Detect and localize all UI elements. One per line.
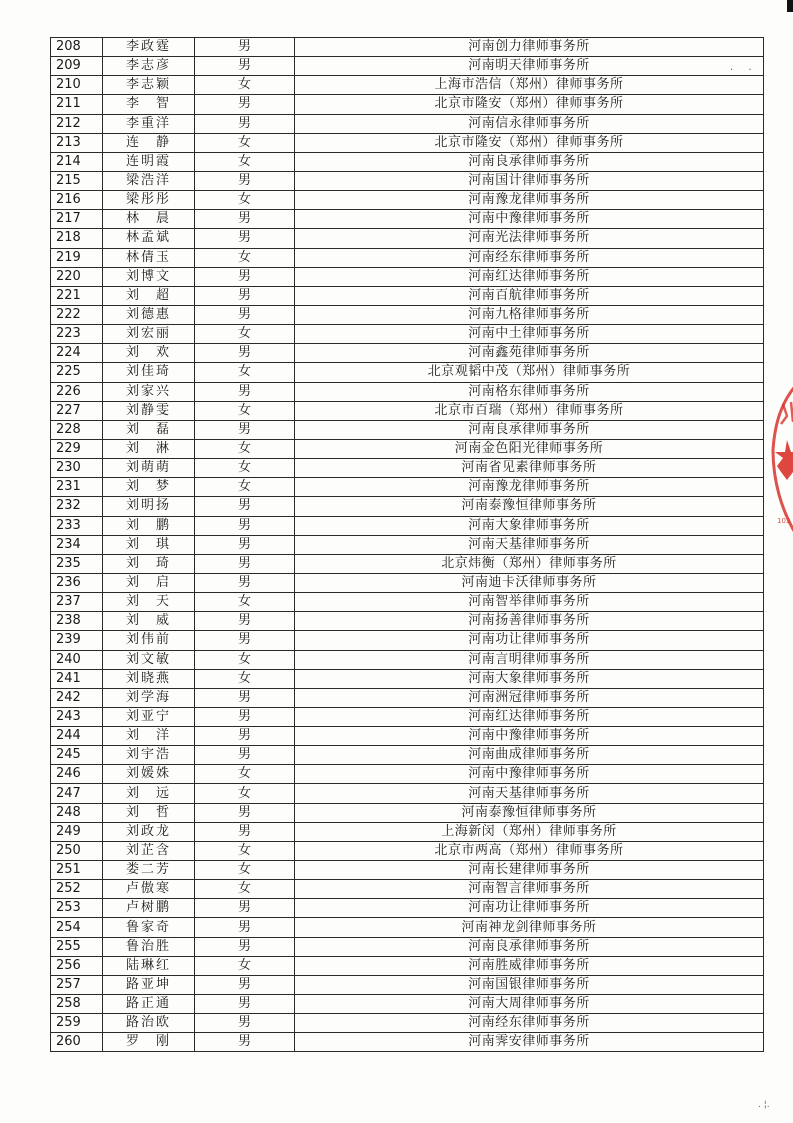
row-name: 刘芷含 <box>103 841 195 860</box>
row-number: 240 <box>51 650 103 669</box>
row-number: 255 <box>51 937 103 956</box>
row-name: 李志颖 <box>103 76 195 95</box>
row-gender: 女 <box>195 861 295 880</box>
row-law-firm: 河南中土律师事务所 <box>295 325 764 344</box>
row-number: 218 <box>51 229 103 248</box>
row-law-firm: 北京市隆安（郑州）律师事务所 <box>295 133 764 152</box>
row-number: 222 <box>51 305 103 324</box>
row-gender: 女 <box>195 784 295 803</box>
row-gender: 女 <box>195 669 295 688</box>
row-gender: 女 <box>195 956 295 975</box>
scan-corner-mark <box>787 0 793 12</box>
row-name: 刘 琦 <box>103 554 195 573</box>
row-number: 251 <box>51 861 103 880</box>
table-row <box>51 937 764 956</box>
table-row <box>51 401 764 420</box>
row-number: 253 <box>51 899 103 918</box>
row-law-firm: 河南九格律师事务所 <box>295 305 764 324</box>
row-number: 225 <box>51 363 103 382</box>
row-name: 刘政龙 <box>103 822 195 841</box>
row-law-firm: 北京市两高（郑州）律师事务所 <box>295 841 764 860</box>
row-law-firm: 河南泰豫恒律师事务所 <box>295 497 764 516</box>
row-name: 刘萌萌 <box>103 459 195 478</box>
table-row <box>51 669 764 688</box>
table-row <box>51 210 764 229</box>
row-number: 237 <box>51 593 103 612</box>
row-name: 刘亚宁 <box>103 707 195 726</box>
row-number: 252 <box>51 880 103 899</box>
row-law-firm: 河南泰豫恒律师事务所 <box>295 803 764 822</box>
row-gender: 男 <box>195 975 295 994</box>
row-gender: 男 <box>195 229 295 248</box>
roster-body <box>51 38 764 1052</box>
row-law-firm: 河南霁安律师事务所 <box>295 1033 764 1052</box>
row-law-firm: 河南创力律师事务所 <box>295 38 764 57</box>
row-law-firm: 河南天基律师事务所 <box>295 535 764 554</box>
row-number: 258 <box>51 995 103 1014</box>
row-name: 刘 欢 <box>103 344 195 363</box>
row-law-firm: 河南良承律师事务所 <box>295 937 764 956</box>
row-law-firm: 上海市浩信（郑州）律师事务所 <box>295 76 764 95</box>
row-name: 刘媛姝 <box>103 765 195 784</box>
row-gender: 男 <box>195 1014 295 1033</box>
row-law-firm: 河南省见素律师事务所 <box>295 459 764 478</box>
row-name: 卢傲寒 <box>103 880 195 899</box>
row-number: 248 <box>51 803 103 822</box>
row-number: 221 <box>51 286 103 305</box>
row-law-firm: 河南鑫苑律师事务所 <box>295 344 764 363</box>
row-law-firm: 河南经东律师事务所 <box>295 248 764 267</box>
row-gender: 男 <box>195 344 295 363</box>
row-name: 林 晨 <box>103 210 195 229</box>
row-name: 连明霞 <box>103 152 195 171</box>
row-gender: 男 <box>195 382 295 401</box>
row-gender: 男 <box>195 95 295 114</box>
row-number: 246 <box>51 765 103 784</box>
row-name: 鲁家奇 <box>103 918 195 937</box>
row-law-firm: 河南曲成律师事务所 <box>295 746 764 765</box>
row-name: 刘 哲 <box>103 803 195 822</box>
row-law-firm: 河南光法律师事务所 <box>295 229 764 248</box>
table-row <box>51 229 764 248</box>
row-number: 234 <box>51 535 103 554</box>
table-row <box>51 497 764 516</box>
row-name: 连 静 <box>103 133 195 152</box>
row-law-firm: 河南长建律师事务所 <box>295 861 764 880</box>
table-row <box>51 133 764 152</box>
row-number: 242 <box>51 688 103 707</box>
table-row <box>51 803 764 822</box>
row-number: 259 <box>51 1014 103 1033</box>
row-gender: 女 <box>195 593 295 612</box>
row-name: 刘晓燕 <box>103 669 195 688</box>
row-gender: 女 <box>195 191 295 210</box>
row-number: 226 <box>51 382 103 401</box>
table-row <box>51 76 764 95</box>
row-gender: 女 <box>195 765 295 784</box>
row-number: 209 <box>51 57 103 76</box>
table-row <box>51 612 764 631</box>
row-gender: 男 <box>195 727 295 746</box>
row-law-firm: 河南中豫律师事务所 <box>295 210 764 229</box>
row-law-firm: 河南国银律师事务所 <box>295 975 764 994</box>
row-law-firm: 河南迪卡沃律师事务所 <box>295 573 764 592</box>
row-name: 刘德惠 <box>103 305 195 324</box>
row-law-firm: 北京观韬中茂（郑州）律师事务所 <box>295 363 764 382</box>
row-name: 娄二芳 <box>103 861 195 880</box>
table-row <box>51 822 764 841</box>
row-law-firm: 河南言明律师事务所 <box>295 650 764 669</box>
table-row <box>51 535 764 554</box>
table-row <box>51 899 764 918</box>
row-number: 244 <box>51 727 103 746</box>
row-number: 219 <box>51 248 103 267</box>
row-gender: 男 <box>195 497 295 516</box>
row-law-firm: 河南中豫律师事务所 <box>295 765 764 784</box>
row-gender: 男 <box>195 937 295 956</box>
row-law-firm: 河南智举律师事务所 <box>295 593 764 612</box>
row-gender: 男 <box>195 688 295 707</box>
row-gender: 男 <box>195 573 295 592</box>
row-law-firm: 北京市百瑞（郑州）律师事务所 <box>295 401 764 420</box>
row-name: 刘 威 <box>103 612 195 631</box>
row-gender: 女 <box>195 880 295 899</box>
row-number: 256 <box>51 956 103 975</box>
table-row <box>51 975 764 994</box>
row-law-firm: 河南大象律师事务所 <box>295 669 764 688</box>
row-number: 247 <box>51 784 103 803</box>
row-number: 250 <box>51 841 103 860</box>
row-number: 220 <box>51 267 103 286</box>
row-name: 刘 远 <box>103 784 195 803</box>
row-name: 刘静雯 <box>103 401 195 420</box>
table-row <box>51 1014 764 1033</box>
row-gender: 男 <box>195 612 295 631</box>
row-gender: 女 <box>195 325 295 344</box>
row-name: 卢树鹏 <box>103 899 195 918</box>
table-row <box>51 880 764 899</box>
row-name: 李志彦 <box>103 57 195 76</box>
row-name: 刘 启 <box>103 573 195 592</box>
row-gender: 男 <box>195 918 295 937</box>
row-gender: 男 <box>195 114 295 133</box>
table-row <box>51 286 764 305</box>
row-name: 刘明扬 <box>103 497 195 516</box>
row-gender: 女 <box>195 650 295 669</box>
row-law-firm: 河南洲冠律师事务所 <box>295 688 764 707</box>
table-row <box>51 593 764 612</box>
row-gender: 男 <box>195 822 295 841</box>
row-gender: 男 <box>195 554 295 573</box>
row-name: 鲁治胜 <box>103 937 195 956</box>
table-row <box>51 707 764 726</box>
table-row <box>51 439 764 458</box>
row-name: 刘宏丽 <box>103 325 195 344</box>
row-gender: 男 <box>195 267 295 286</box>
table-row <box>51 688 764 707</box>
row-gender: 女 <box>195 401 295 420</box>
svg-text:103: 103 <box>777 517 791 525</box>
row-name: 罗 刚 <box>103 1033 195 1052</box>
row-number: 229 <box>51 439 103 458</box>
table-row <box>51 765 764 784</box>
row-law-firm: 河南国计律师事务所 <box>295 171 764 190</box>
row-law-firm: 河南扬善律师事务所 <box>295 612 764 631</box>
row-law-firm: 河南豫龙律师事务所 <box>295 191 764 210</box>
row-number: 236 <box>51 573 103 592</box>
table-row <box>51 841 764 860</box>
table-row <box>51 152 764 171</box>
row-name: 刘 琪 <box>103 535 195 554</box>
row-name: 路亚坤 <box>103 975 195 994</box>
row-law-firm: 河南良承律师事务所 <box>295 152 764 171</box>
row-law-firm: 河南智言律师事务所 <box>295 880 764 899</box>
row-name: 林孟斌 <box>103 229 195 248</box>
table-row <box>51 956 764 975</box>
row-name: 刘学海 <box>103 688 195 707</box>
row-law-firm: 河南天基律师事务所 <box>295 784 764 803</box>
row-name: 梁彤彤 <box>103 191 195 210</box>
row-number: 249 <box>51 822 103 841</box>
table-row <box>51 516 764 535</box>
row-gender: 男 <box>195 995 295 1014</box>
row-name: 路治欧 <box>103 1014 195 1033</box>
table-row <box>51 267 764 286</box>
row-number: 213 <box>51 133 103 152</box>
row-number: 245 <box>51 746 103 765</box>
row-number: 231 <box>51 478 103 497</box>
row-name: 刘佳琦 <box>103 363 195 382</box>
row-number: 216 <box>51 191 103 210</box>
row-name: 刘 淋 <box>103 439 195 458</box>
row-number: 257 <box>51 975 103 994</box>
row-name: 李 智 <box>103 95 195 114</box>
row-gender: 男 <box>195 38 295 57</box>
row-gender: 女 <box>195 152 295 171</box>
row-gender: 男 <box>195 516 295 535</box>
row-law-firm: 河南大周律师事务所 <box>295 995 764 1014</box>
row-gender: 男 <box>195 899 295 918</box>
scan-speck-bottom: . ¦. <box>758 1100 770 1110</box>
table-row <box>51 248 764 267</box>
table-row <box>51 746 764 765</box>
row-number: 241 <box>51 669 103 688</box>
row-name: 林倩玉 <box>103 248 195 267</box>
table-row <box>51 420 764 439</box>
row-number: 243 <box>51 707 103 726</box>
row-law-firm: 河南红达律师事务所 <box>295 267 764 286</box>
row-name: 路正通 <box>103 995 195 1014</box>
row-gender: 女 <box>195 76 295 95</box>
row-gender: 男 <box>195 57 295 76</box>
table-row <box>51 325 764 344</box>
table-row <box>51 727 764 746</box>
row-number: 228 <box>51 420 103 439</box>
row-gender: 女 <box>195 363 295 382</box>
row-name: 刘 洋 <box>103 727 195 746</box>
row-gender: 男 <box>195 1033 295 1052</box>
table-row <box>51 918 764 937</box>
table-row <box>51 344 764 363</box>
lawyer-roster-table <box>50 37 764 1052</box>
row-number: 208 <box>51 38 103 57</box>
row-number: 217 <box>51 210 103 229</box>
row-name: 李政霆 <box>103 38 195 57</box>
row-gender: 男 <box>195 746 295 765</box>
row-name: 刘 天 <box>103 593 195 612</box>
row-law-firm: 河南良承律师事务所 <box>295 420 764 439</box>
row-name: 李重洋 <box>103 114 195 133</box>
row-name: 刘博文 <box>103 267 195 286</box>
table-row <box>51 114 764 133</box>
table-row <box>51 573 764 592</box>
table-row <box>51 631 764 650</box>
table-row <box>51 363 764 382</box>
row-gender: 女 <box>195 133 295 152</box>
table-row <box>51 38 764 57</box>
row-name: 陆琳红 <box>103 956 195 975</box>
row-number: 212 <box>51 114 103 133</box>
row-law-firm: 河南胜威律师事务所 <box>295 956 764 975</box>
row-law-firm: 北京市隆安（郑州）律师事务所 <box>295 95 764 114</box>
table-row <box>51 554 764 573</box>
row-number: 214 <box>51 152 103 171</box>
row-number: 238 <box>51 612 103 631</box>
row-gender: 女 <box>195 459 295 478</box>
row-number: 239 <box>51 631 103 650</box>
row-gender: 男 <box>195 420 295 439</box>
row-law-firm: 河南豫龙律师事务所 <box>295 478 764 497</box>
row-gender: 男 <box>195 210 295 229</box>
row-number: 254 <box>51 918 103 937</box>
row-gender: 女 <box>195 248 295 267</box>
row-law-firm: 河南格东律师事务所 <box>295 382 764 401</box>
row-law-firm: 河南功让律师事务所 <box>295 899 764 918</box>
row-gender: 男 <box>195 707 295 726</box>
row-gender: 男 <box>195 631 295 650</box>
row-law-firm: 河南大象律师事务所 <box>295 516 764 535</box>
row-number: 233 <box>51 516 103 535</box>
red-seal-fragment <box>757 380 793 540</box>
row-name: 刘伟前 <box>103 631 195 650</box>
row-name: 刘 鹏 <box>103 516 195 535</box>
row-name: 刘文敏 <box>103 650 195 669</box>
row-name: 刘 超 <box>103 286 195 305</box>
table-row <box>51 784 764 803</box>
table-row <box>51 995 764 1014</box>
row-law-firm: 河南神龙剑律师事务所 <box>295 918 764 937</box>
table-row <box>51 861 764 880</box>
scan-specks: . . <box>730 62 758 73</box>
row-gender: 女 <box>195 478 295 497</box>
table-row <box>51 191 764 210</box>
row-number: 260 <box>51 1033 103 1052</box>
row-law-firm: 河南信永律师事务所 <box>295 114 764 133</box>
row-number: 235 <box>51 554 103 573</box>
table-row <box>51 478 764 497</box>
row-gender: 男 <box>195 286 295 305</box>
row-number: 211 <box>51 95 103 114</box>
row-law-firm: 河南中豫律师事务所 <box>295 727 764 746</box>
table-row <box>51 650 764 669</box>
row-name: 刘家兴 <box>103 382 195 401</box>
row-gender: 女 <box>195 439 295 458</box>
row-number: 223 <box>51 325 103 344</box>
row-law-firm: 上海新闵（郑州）律师事务所 <box>295 822 764 841</box>
table-row <box>51 459 764 478</box>
row-gender: 男 <box>195 171 295 190</box>
table-row <box>51 382 764 401</box>
row-name: 刘宇浩 <box>103 746 195 765</box>
row-number: 210 <box>51 76 103 95</box>
table-row <box>51 95 764 114</box>
row-number: 227 <box>51 401 103 420</box>
row-law-firm: 河南明天律师事务所 <box>295 57 764 76</box>
row-law-firm: 河南红达律师事务所 <box>295 707 764 726</box>
row-law-firm: 河南经东律师事务所 <box>295 1014 764 1033</box>
row-gender: 女 <box>195 841 295 860</box>
row-name: 刘 梦 <box>103 478 195 497</box>
table-row <box>51 57 764 76</box>
row-law-firm: 河南功让律师事务所 <box>295 631 764 650</box>
table-row <box>51 1033 764 1052</box>
row-number: 230 <box>51 459 103 478</box>
row-gender: 男 <box>195 535 295 554</box>
table-row <box>51 305 764 324</box>
row-gender: 男 <box>195 305 295 324</box>
row-gender: 男 <box>195 803 295 822</box>
row-law-firm: 北京炜衡（郑州）律师事务所 <box>295 554 764 573</box>
row-number: 215 <box>51 171 103 190</box>
row-law-firm: 河南金色阳光律师事务所 <box>295 439 764 458</box>
row-name: 刘 磊 <box>103 420 195 439</box>
row-law-firm: 河南百航律师事务所 <box>295 286 764 305</box>
row-name: 梁浩洋 <box>103 171 195 190</box>
row-number: 224 <box>51 344 103 363</box>
table-row <box>51 171 764 190</box>
row-number: 232 <box>51 497 103 516</box>
